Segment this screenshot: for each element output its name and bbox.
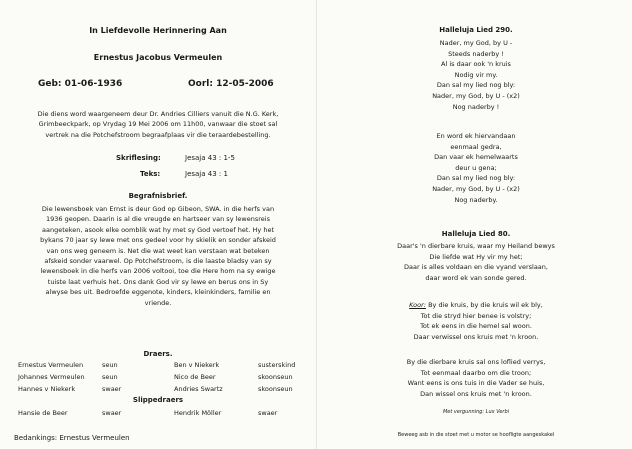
pallbearer-name: Hansie de Beer	[18, 409, 68, 417]
hymn-line: Tot die stryd hier benee is volstry;	[420, 311, 532, 320]
bearer-relation: swaer	[102, 385, 122, 393]
procession-note: Beweeg asb in die stoet met u motor se hoofligte aangeskakel	[397, 432, 555, 438]
obituary-line: Die lewensboek van Ernst is deur God op Gibeon, SWA. in die herfs van	[41, 205, 275, 213]
bearer-name: Ben v Niekerk	[174, 361, 220, 369]
bearer-name: Andries Swartz	[174, 385, 223, 393]
hymn-line: Want eens is ons tuis in die Vader se huis,	[407, 379, 545, 388]
obituary-line: bykans 70 jaar sy lewe met ons gedeel voor hy skielik en sonder afskeid	[40, 236, 276, 245]
obituary-line: tuiste laat verhuis het. Ons dank God vir sy lewe en berus ons in Sy	[47, 277, 269, 286]
hymn2-title: Halleluja Lied 80.	[441, 230, 511, 238]
hymn-line: Dan vaar ek hemelwaarts	[434, 153, 518, 162]
permission-note: Met vergunning: Lux Verbi	[442, 409, 510, 415]
obituary-line: 1936 geopen. Daarin is al die vreugde en hartseer van sy lewensreis	[46, 215, 270, 224]
bearer-name: Nico de Beer	[174, 373, 216, 381]
service-line: Die diens word waargeneem deur Dr. Andries Cilliers vanuit die N.G. Kerk,	[37, 110, 279, 118]
hymn2-verse3	[320, 357, 632, 399]
bearer-relation: seun	[102, 373, 118, 381]
hymn-line: Daar is alles voldaan en die vyand verslaan,	[404, 263, 548, 272]
scripture-value: Jesaja 43 : 1-5	[185, 154, 235, 162]
memorial-title: In Liefdevolle Herinnering Aan	[89, 26, 227, 35]
hymn-line: Daar's 'n dierbare kruis, waar my Heiland bewys	[397, 242, 555, 250]
hymn-line: Nader, my God, by U -	[439, 39, 513, 47]
hymn-line: En word ek hiervandaan	[436, 132, 516, 140]
hymn-line: Daar verwissel ons kruis met 'n kroon.	[413, 332, 539, 341]
service-line: vertrek na die Potchefstroom begraafplaas vir die teraardebestelling.	[45, 130, 271, 139]
bearer-relation: susterskind	[258, 361, 296, 369]
service-details	[0, 109, 316, 140]
hymn2-verse1	[320, 241, 632, 283]
hymn-line: daar word ek van sonde gered.	[425, 273, 527, 282]
hymn-line: Nader, my God, by U - (x2)	[432, 91, 520, 100]
hymn-line: Al is daar ook 'n kruis	[441, 60, 511, 69]
bearer-name: Hannes v Niekerk	[18, 385, 76, 393]
service-line: Grimbeeckpark, op Vrydag 19 Mei 2006 om 11h00, vanwaar die stoet sal	[38, 120, 278, 129]
hymn2-chorus	[320, 300, 632, 342]
hymn-line: Dan sal my lied nog bly:	[436, 174, 516, 183]
bearers-heading: Draers.	[143, 350, 173, 358]
hymn-line: deur u gena;	[455, 163, 497, 172]
hymn-line: Nog naderby.	[454, 195, 498, 204]
chorus-label: Koor:	[409, 301, 426, 309]
scripture-label: Skriflesing:	[116, 154, 161, 162]
hymn-line: By die dierbare kruis sal ons loflied verrys,	[406, 358, 546, 366]
obituary-line: van ons weg geneem is. Net die wat weet kan verstaan wat beteken	[46, 246, 270, 255]
pallbearer-name: Hendrik Möller	[174, 409, 222, 417]
hymn-line: Dan wissel ons kruis met 'n kroon.	[420, 389, 532, 398]
bearer-name: Johannes Vermeulen	[18, 373, 85, 381]
obituary-line: aangeteken, asook elke oomblik wat hy met sy God vertoef het. Hy het	[41, 225, 274, 234]
hymn-line: Nader, my God, by U - (x2)	[432, 184, 520, 193]
bearer-relation: seun	[102, 361, 118, 369]
hymn1-title: Halleluja Lied 290.	[439, 26, 513, 34]
thanks: Bedankings: Ernestus Vermeulen	[14, 434, 130, 442]
hymn-line: Steeds naderby !	[448, 49, 504, 58]
hymn1-verse1	[320, 38, 632, 112]
hymn-line: Tot eenmaal daarbo om die troon;	[420, 368, 532, 377]
chorus-first-line	[320, 300, 632, 311]
hymn-line: Nog naderby !	[452, 102, 500, 111]
obituary-heading: Begrafnisbrief.	[128, 192, 188, 200]
obituary-line: vriende.	[144, 298, 172, 307]
obituary-line: lewensboek in die herfs van 2006 voltooi, toe die Here hom na sy ewige	[40, 267, 276, 276]
bearer-relation: skoonseun	[258, 385, 293, 393]
birth-date: Geb: 01-06-1936	[38, 79, 123, 89]
deceased-name: Ernestus Jacobus Vermeulen	[93, 53, 223, 62]
obituary-text	[0, 204, 316, 308]
obituary-line: afskeid sonder vaarwel. Op Potchefstroom, is die laaste bladsy van sy	[44, 257, 272, 266]
hymn-line: Die liefde wat Hy vir my het;	[429, 252, 523, 261]
pallbearers-heading: Slippedraers	[132, 396, 184, 404]
fold-line	[316, 0, 317, 449]
hymn1-verse2	[320, 131, 632, 205]
right-page	[320, 0, 632, 449]
pallbearer-relation: swaer	[258, 409, 278, 417]
text-value: Jesaja 43 : 1	[185, 170, 228, 178]
obituary-line: alwyse bes uit. Bedroefde eggenote, kinders, kleinkinders, familie en	[45, 288, 271, 297]
text-label: Teks:	[140, 170, 161, 178]
hymn-line: Dan sal my lied nog bly:	[436, 81, 516, 90]
hymn-line: By die kruis, by die kruis wil ek bly,	[428, 301, 543, 309]
pallbearer-relation: swaer	[102, 409, 122, 417]
hymn-line: eenmaal gedra,	[450, 142, 502, 151]
bearer-name: Ernestus Vermeulen	[18, 361, 84, 369]
hymn-line: Nodig vir my.	[454, 70, 498, 79]
hymn-line: Tot ek eens in die hemel sal woon.	[420, 322, 532, 331]
death-date: Oorl: 12-05-2006	[188, 79, 274, 89]
bearer-relation: skoonseun	[258, 373, 293, 381]
